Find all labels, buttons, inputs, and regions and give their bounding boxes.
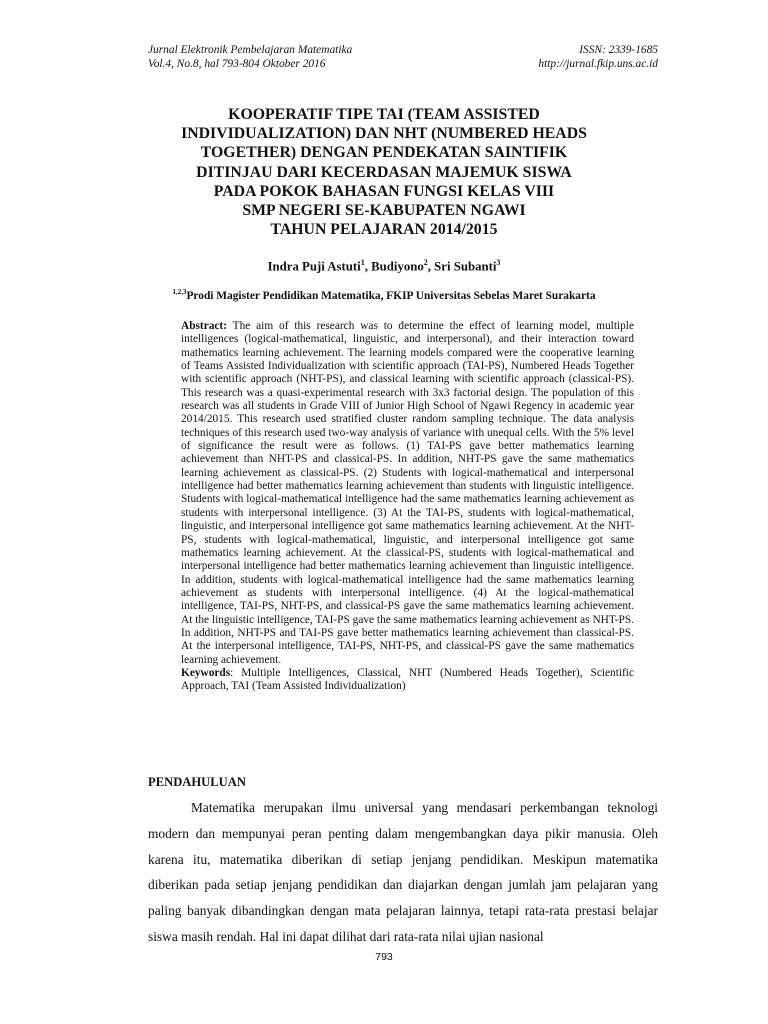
title-line: SMP NEGERI SE-KABUPATEN NGAWI <box>242 202 526 220</box>
volume-info: Vol.4, No.8, hal 793-804 Oktober 2016 <box>148 58 326 70</box>
author-sup: 1 <box>360 258 365 267</box>
author-list: Indra Puji Astuti$^1$, Budiyono$^2$, Sri Subanti$^3$ <box>267 258 501 274</box>
author-sup: 3 <box>496 258 501 267</box>
journal-name: Jurnal Elektronik Pembelajaran Matematika <box>148 44 353 56</box>
title-line: INDIVIDUALIZATION) DAN NHT (NUMBERED HEADS <box>181 125 587 143</box>
title-line: TAHUN PELAJARAN 2014/2015 <box>270 221 498 239</box>
author-name: Indra Puji Astuti <box>267 259 361 274</box>
abstract-text: The aim of this research was to determine the effect of learning model, multiple intelligences (logical-mathematical, linguistic, and interpersonal), and their interaction toward mathematics learning achievement. The learning models compared were the cooperative learning of Teams Assisted Individualization with scientific approach (TAI-PS), Numbered Heads Together with scientific approach (NHT-PS), and classical learning with scientific approach (classical-PS). This research was a quasi-experimental research with 3x3 factorial design. The population of this research was all students in Grade VIII of Junior High School of Ngawi Regency in academic year 2014/2015. This research used stratified cluster random sampling technique. The data analysis techniques of this research used two-way analysis of variance with unequal cells. With the 5% level of significance the result were as follows. (1) TAI-PS gave better mathematics learning achievement than NHT-PS and classical-PS. In addition, NHT-PS gave the same mathematics learning achievement as classical-PS. (2) Students with logical-mathematical and interpersonal intelligence had better mathematics learning achievement than students with linguistic intelligence. Students with logical-mathematical intelligence had the same mathematics learning achievement as students with interpersonal intelligence. (3) At the TAI-PS, students with logical-mathematical, linguistic, and interpersonal intelligence got same mathematics learning achievement. At the NHT-PS, students with logical-mathematical, linguistic, and interpersonal intelligence got same mathematics learning achievement. At the classical-PS, students with logical-mathematical and interpersonal intelligence had better mathematics learning achievement than linguistic intelligence. In addition, students with logical-mathematical intelligence had the same mathematics learning achievement as students with interpersonal intelligence. (4) At the logical-mathematical intelligence, TAI-PS, NHT-PS, and classical-PS gave the same mathematics learning achievement. At the linguistic intelligence, TAI-PS gave the same mathematics learning achievement as NHT-PS. In addition, NHT-PS and TAI-PS gave better mathematics learning achievement than classical-PS. At the interpersonal intelligence, TAI-PS, NHT-PS, and classical-PS gave the same mathematics learning achievement. <box>181 320 634 666</box>
author-name: Budiyono <box>371 259 424 274</box>
issn: ISSN: 2339-1685 <box>579 44 658 56</box>
journal-url: http://jurnal.fkip.uns.ac.id <box>538 58 658 70</box>
body-paragraph: Matematika merupakan ilmu universal yang mendasari perkembangan teknologi modern dan mempunyai peran penting dalam mengembangkan daya pikir manusia. Oleh karena itu, matematika diberikan di setiap jenjang pendidikan. Meskipun matematika diberikan pada setiap jenjang pendidikan dan diajarkan dengan jumlah jam pelajaran yang paling banyak dibandingkan dengan mata pelajaran lainnya, tetapi rata-rata prestasi belajar siswa masih rendah. Hal ini dapat dilihat dari rata-rata nilai ujian nasional <box>148 800 658 944</box>
affiliation-text: Prodi Magister Pendidikan Matematika, FKIP Universitas Sebelas Maret Surakarta <box>186 289 596 302</box>
title-line: DITINJAU DARI KECERDASAN MAJEMUK SISWA <box>196 163 572 181</box>
section-heading: PENDAHULUAN <box>148 775 246 789</box>
running-header-line-1 <box>148 43 658 57</box>
running-header-line-2 <box>148 57 658 71</box>
title-line: TOGETHER) DENGAN PENDEKATAN SAINTIFIK <box>200 144 568 162</box>
page-number: 793 <box>375 951 393 963</box>
abstract <box>181 320 634 694</box>
keywords-label: Keywords <box>181 666 231 679</box>
author-sup: 2 <box>423 258 428 267</box>
author-name: Sri Subanti <box>434 259 497 274</box>
affiliation <box>100 288 668 302</box>
title-line: KOOPERATIF TIPE TAI (TEAM ASSISTED <box>228 106 540 123</box>
title-line: PADA POKOK BAHASAN FUNGSI KELAS VIII <box>213 182 555 200</box>
affiliation-sup: 1,2,3 <box>172 288 187 296</box>
abstract-label: Abstract: <box>181 320 227 332</box>
paper-title <box>100 105 668 239</box>
keywords-text: : Multiple Intelligences, Classical, NHT (Numbered Heads Together), Scientific Approach, TAI (Team Assisted Individualization) <box>181 666 634 693</box>
